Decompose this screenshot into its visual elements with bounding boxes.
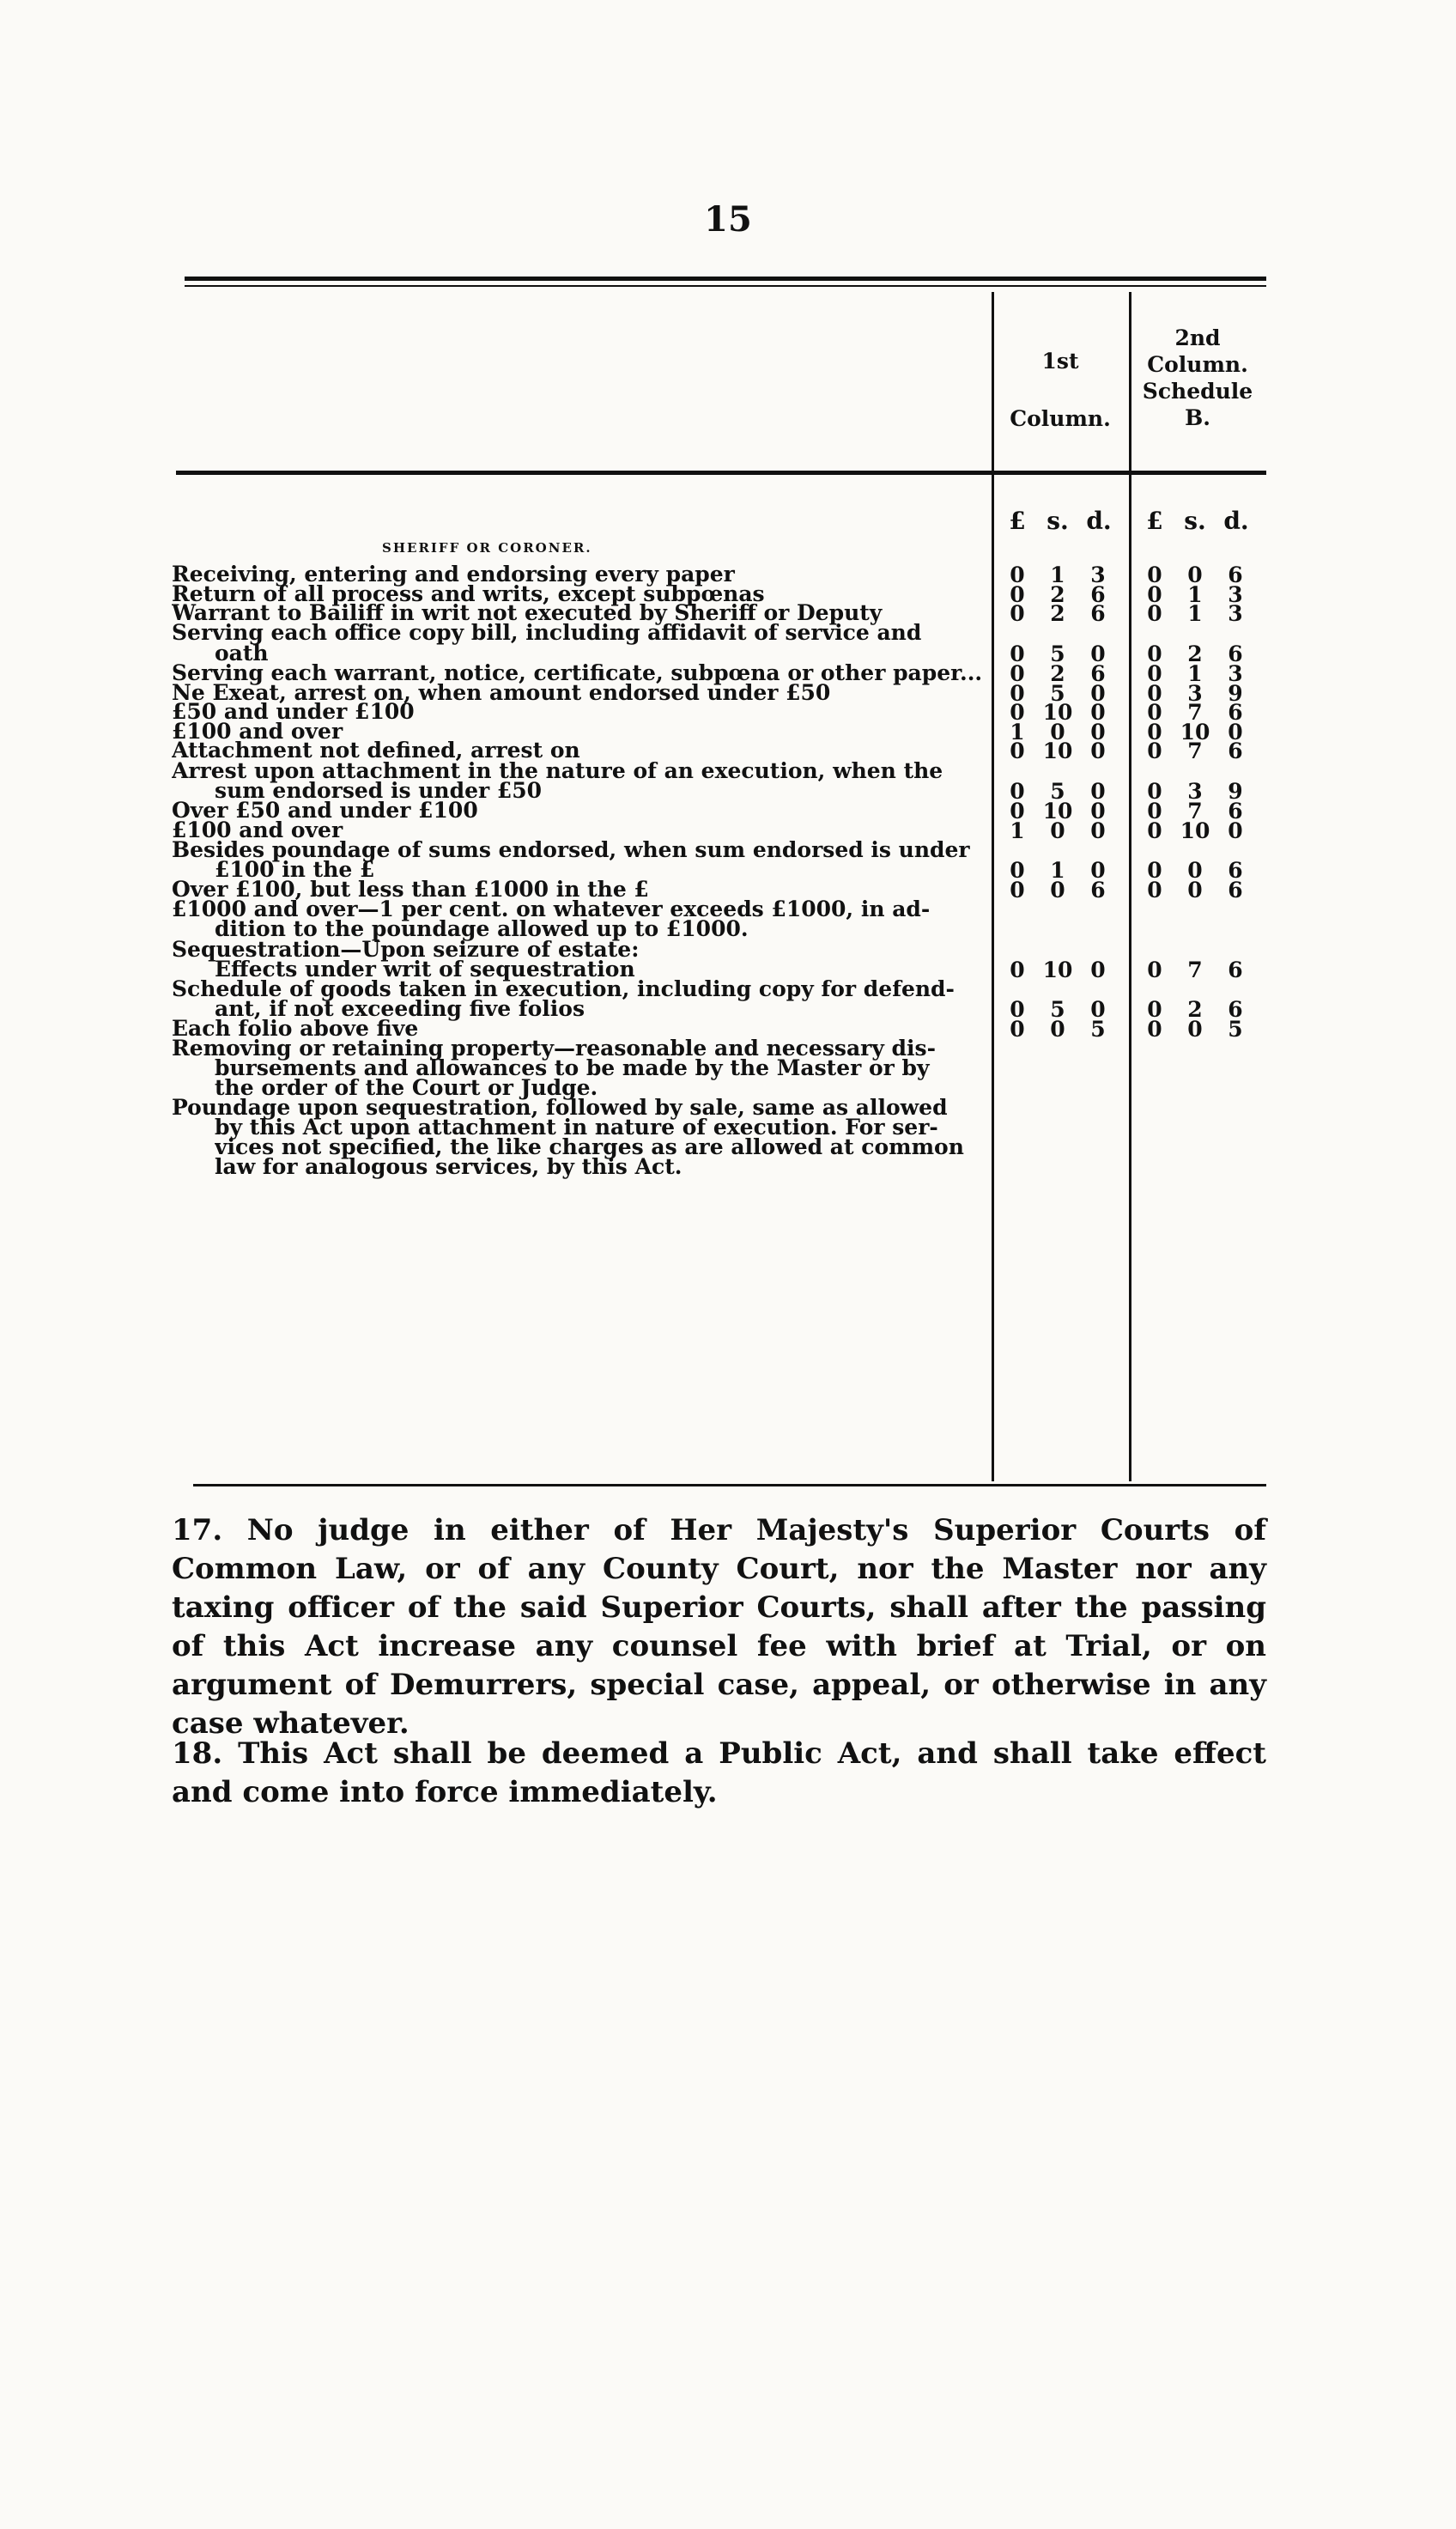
fee-pence: 0 (1090, 779, 1106, 804)
fee-pounds: 0 (1010, 957, 1025, 982)
second-column-heading-line: Schedule (1142, 379, 1253, 404)
fee-shillings: 0 (1050, 1017, 1065, 1042)
fee-pence: 6 (1228, 562, 1243, 587)
fee-pence: 0 (1090, 720, 1106, 745)
fee-item-label: Warrant to Bailiff in writ not executed by Sheriff or Deputy (172, 601, 883, 625)
fee-pounds: 0 (1147, 582, 1162, 607)
fee-pounds: 0 (1010, 641, 1025, 666)
fee-pence: 9 (1228, 779, 1243, 804)
fee-pence: 6 (1228, 858, 1243, 883)
fee-pounds: 0 (1010, 878, 1025, 903)
section-heading: SHERIFF OR CORONER. (382, 540, 592, 556)
unit-pence: d. (1086, 507, 1112, 535)
fee-shillings: 1 (1187, 582, 1203, 607)
fee-pence: 6 (1228, 700, 1243, 725)
fee-item-label: vices not specified, the like charges as are allowed at common (215, 1135, 964, 1159)
unit-shillings: s. (1184, 507, 1206, 535)
fee-shillings: 10 (1180, 720, 1210, 745)
section-text: No judge in either of Her Majesty's Superior Courts of Common Law, or of any County Court, nor the Master nor any taxing officer of the said Superior Courts, shall after the passing of this Act increase any counsel fee with brief at Trial, or on argument of Demurrers, special case, appeal, or otherwise in any case whatever. (172, 1513, 1266, 1741)
fee-shillings: 7 (1187, 957, 1203, 982)
page-number: 15 (704, 199, 752, 240)
fee-pence: 0 (1090, 818, 1106, 843)
fee-item-label: Over £50 and under £100 (172, 799, 478, 823)
fee-pence: 0 (1090, 799, 1106, 824)
fee-pounds: 0 (1010, 799, 1025, 824)
fee-pence: 6 (1090, 661, 1106, 686)
fee-pence: 3 (1090, 562, 1106, 587)
fee-pence: 0 (1090, 997, 1106, 1022)
fee-pounds: 0 (1010, 700, 1025, 725)
fee-pence: 6 (1228, 957, 1243, 982)
fee-pounds: 0 (1010, 582, 1025, 607)
fee-item-label: Poundage upon sequestration, followed by sale, same as allowed (172, 1096, 948, 1120)
fee-pounds: 0 (1147, 858, 1162, 883)
fee-shillings: 5 (1050, 997, 1065, 1022)
fee-pence: 9 (1228, 681, 1243, 706)
fee-shillings: 5 (1050, 681, 1065, 706)
fee-pence: 0 (1228, 818, 1243, 843)
fee-shillings: 10 (1180, 818, 1210, 843)
fee-item-label: £1000 and over—1 per cent. on whatever exceeds £1000, in ad- (172, 897, 931, 921)
fee-item-label: £100 in the £ (215, 858, 375, 882)
fee-item-label: Removing or retaining property—reasonable and necessary dis- (172, 1037, 936, 1061)
fee-item-label: Effects under writ of sequestration (215, 957, 635, 982)
section-17-paragraph (172, 1511, 1266, 1743)
fee-pounds: 0 (1147, 799, 1162, 824)
fee-shillings: 10 (1042, 739, 1073, 763)
fee-pounds: 0 (1147, 601, 1162, 626)
fee-pence: 0 (1228, 720, 1243, 745)
fee-shillings: 0 (1050, 720, 1065, 745)
fee-shillings: 1 (1050, 858, 1065, 883)
fee-item-label: bursements and allowances to be made by the Master or by (215, 1056, 930, 1080)
fee-item-label: Schedule of goods taken in execution, including copy for defend- (172, 977, 955, 1001)
fee-pounds: 0 (1010, 779, 1025, 804)
fee-item-label: £100 and over (172, 720, 343, 744)
fee-item-label: the order of the Court or Judge. (215, 1076, 598, 1100)
fee-pence: 3 (1228, 661, 1243, 686)
fee-shillings: 0 (1187, 878, 1203, 903)
fee-shillings: 1 (1050, 562, 1065, 587)
fee-pounds: 0 (1010, 1017, 1025, 1042)
fee-item-label: £50 and under £100 (172, 700, 415, 724)
fee-item-label: £100 and over (172, 818, 343, 842)
fee-shillings: 1 (1187, 601, 1203, 626)
fee-shillings: 7 (1187, 799, 1203, 824)
fee-pounds: 0 (1147, 1017, 1162, 1042)
fee-item-label: Ne Exeat, arrest on, when amount endorsed under £50 (172, 681, 831, 705)
fee-pence: 0 (1090, 641, 1106, 666)
fee-item-label: Besides poundage of sums endorsed, when sum endorsed is under (172, 838, 970, 862)
fee-pounds: 0 (1147, 661, 1162, 686)
fee-shillings: 2 (1050, 582, 1065, 607)
fee-pounds: 0 (1010, 601, 1025, 626)
fee-pounds: 0 (1147, 562, 1162, 587)
fee-pounds: 0 (1010, 739, 1025, 763)
fee-pence: 6 (1090, 878, 1106, 903)
fee-pounds: 0 (1147, 957, 1162, 982)
fee-pence: 0 (1090, 739, 1106, 763)
fee-pence: 6 (1228, 997, 1243, 1022)
first-column-heading-line: Column. (1010, 406, 1111, 431)
section-number: 18. (172, 1736, 223, 1771)
fee-pence: 6 (1228, 878, 1243, 903)
fee-pence: 6 (1090, 601, 1106, 626)
fee-item-label: by this Act upon attachment in nature of execution. For ser- (215, 1116, 938, 1140)
section-18-paragraph (172, 1735, 1266, 1812)
fee-pence: 5 (1090, 1017, 1106, 1042)
section-text: This Act shall be deemed a Public Act, and shall take effect and come into force immediately. (172, 1736, 1266, 1809)
fee-pence: 6 (1228, 799, 1243, 824)
fee-pounds: 0 (1010, 661, 1025, 686)
fee-shillings: 0 (1050, 818, 1065, 843)
fee-shillings: 10 (1042, 799, 1073, 824)
fee-item-label: Over £100, but less than £1000 in the £ (172, 878, 649, 902)
fee-pounds: 0 (1010, 562, 1025, 587)
fee-item-label: Serving each office copy bill, including affidavit of service and (172, 621, 922, 645)
fee-pence: 6 (1090, 582, 1106, 607)
fee-item-label: Return of all process and writs, except subpœnas (172, 582, 765, 606)
unit-pounds: £ (1009, 507, 1026, 535)
fee-pence: 0 (1090, 957, 1106, 982)
fee-pence: 5 (1228, 1017, 1243, 1042)
fee-shillings: 2 (1187, 997, 1203, 1022)
fee-shillings: 2 (1050, 601, 1065, 626)
fee-pence: 6 (1228, 641, 1243, 666)
fee-pounds: 0 (1147, 878, 1162, 903)
fee-shillings: 3 (1187, 779, 1203, 804)
unit-shillings: s. (1046, 507, 1069, 535)
fee-item-label: Each folio above five (172, 1017, 419, 1041)
fee-pounds: 1 (1010, 818, 1025, 843)
fee-pounds: 0 (1147, 681, 1162, 706)
second-column-heading-line: Column. (1147, 352, 1248, 377)
fee-pounds: 0 (1147, 700, 1162, 725)
fee-pounds: 0 (1147, 997, 1162, 1022)
fee-item-label: sum endorsed is under £50 (215, 779, 543, 803)
fee-shillings: 7 (1187, 739, 1203, 763)
fee-shillings: 10 (1042, 957, 1073, 982)
table-bottom-rule (193, 1484, 1266, 1486)
fee-shillings: 2 (1187, 641, 1203, 666)
fee-pounds: 0 (1010, 681, 1025, 706)
unit-pence: d. (1223, 507, 1249, 535)
fee-shillings: 0 (1187, 562, 1203, 587)
fee-pence: 0 (1090, 858, 1106, 883)
second-column-heading-line: 2nd (1174, 325, 1221, 350)
fee-pence: 3 (1228, 582, 1243, 607)
fee-pounds: 0 (1147, 779, 1162, 804)
second-column-heading-line: B. (1185, 405, 1210, 430)
fee-item-label: Receiving, entering and endorsing every paper (172, 562, 735, 587)
unit-pounds: £ (1146, 507, 1163, 535)
fee-shillings: 7 (1187, 700, 1203, 725)
fee-shillings: 5 (1050, 641, 1065, 666)
fee-shillings: 0 (1050, 878, 1065, 903)
fee-shillings: 3 (1187, 681, 1203, 706)
fee-pence: 0 (1090, 681, 1106, 706)
fee-pence: 6 (1228, 739, 1243, 763)
fee-pounds: 0 (1010, 858, 1025, 883)
fee-shillings: 1 (1187, 661, 1203, 686)
fee-shillings: 2 (1050, 661, 1065, 686)
fee-shillings: 0 (1187, 858, 1203, 883)
fee-pounds: 1 (1010, 720, 1025, 745)
fee-item-label: Sequestration—Upon seizure of estate: (172, 938, 640, 962)
fee-item-label: ant, if not exceeding five folios (215, 997, 585, 1021)
section-number: 17. (172, 1513, 223, 1547)
fee-pounds: 0 (1010, 997, 1025, 1022)
fee-pounds: 0 (1147, 720, 1162, 745)
fee-item-label: Serving each warrant, notice, certificate, subpœna or other paper... (172, 661, 983, 685)
fee-item-label: law for analogous services, by this Act. (215, 1155, 682, 1179)
fee-pounds: 0 (1147, 739, 1162, 763)
fee-item-label: Arrest upon attachment in the nature of an execution, when the (172, 759, 943, 783)
fee-item-label: oath (215, 641, 269, 666)
fee-shillings: 10 (1042, 700, 1073, 725)
fee-pence: 3 (1228, 601, 1243, 626)
fee-pounds: 0 (1147, 818, 1162, 843)
fee-item-label: dition to the poundage allowed up to £1000. (215, 917, 749, 941)
fee-shillings: 0 (1187, 1017, 1203, 1042)
fee-shillings: 5 (1050, 779, 1065, 804)
fee-pounds: 0 (1147, 641, 1162, 666)
fee-item-label: Attachment not defined, arrest on (172, 739, 580, 763)
first-column-heading-line: 1st (1041, 349, 1079, 374)
fee-pence: 0 (1090, 700, 1106, 725)
